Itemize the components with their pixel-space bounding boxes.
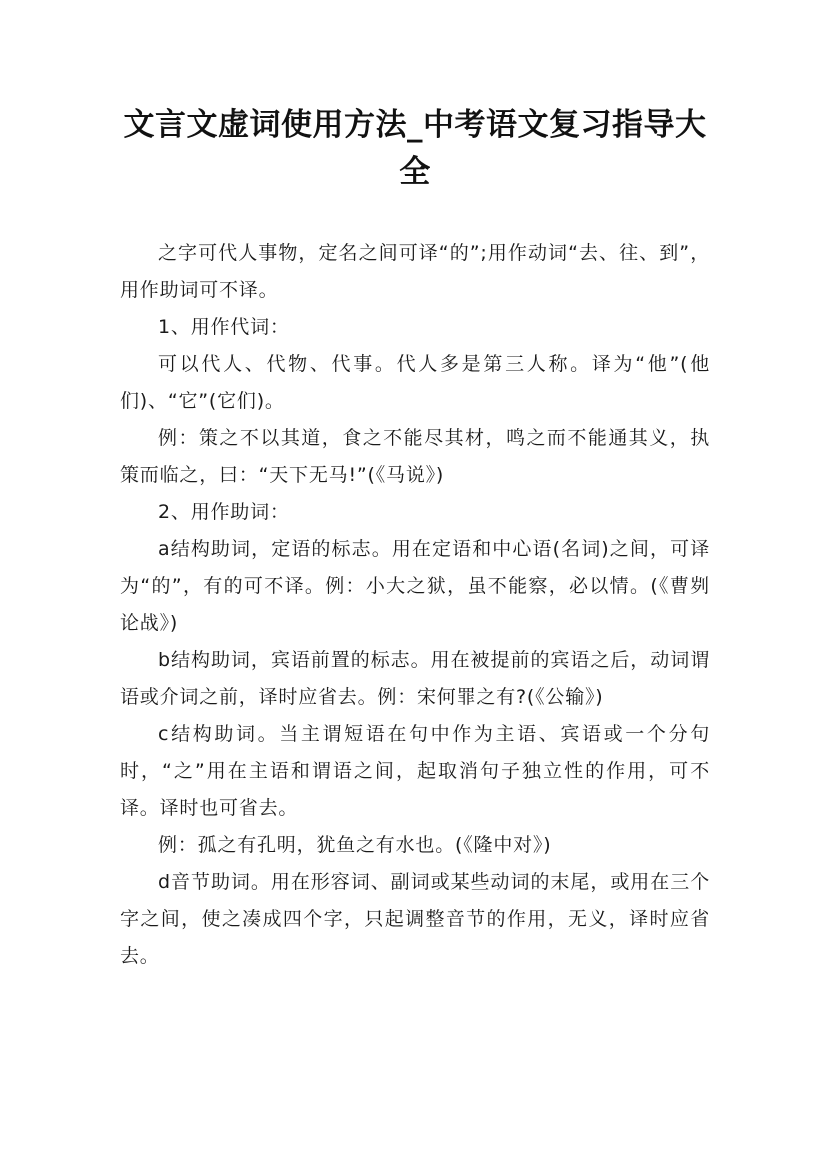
document-title: 文言文虚词使用方法_中考语文复习指导大全 (123, 107, 707, 190)
paragraph-zhi-overview: 之字可代人事物，定名之间可译“的”;用作动词“去、往、到”，用作助词可不译。 (120, 242, 710, 301)
heading-pronoun-usage: 1、用作代词： (158, 316, 290, 338)
heading-particle-usage: 2、用作助词： (158, 501, 290, 523)
paragraph-particle-c: c结构助词。当主谓短语在句中作为主语、宾语或一个分句时，“之”用在主语和谓语之间，起取消句子独立性的作用，可不译。译时也可省去。 (120, 723, 710, 819)
paragraph-particle-d: d音节助词。用在形容词、副词或某些动词的末尾，或用在三个字之间，使之凑成四个字，只起调整音节的作用，无义，译时应省去。 (120, 871, 710, 967)
paragraph-particle-a: a结构助词，定语的标志。用在定语和中心语(名词)之间，可译为“的”，有的可不译。例：小大之狱，虽不能察，必以情。(《曹刿论战》) (120, 538, 710, 634)
paragraph-pronoun-example: 例：策之不以其道，食之不能尽其材，鸣之而不能通其义，执策而临之，曰：“天下无马!”(《马说》) (120, 427, 710, 486)
paragraph-particle-c-example: 例：孤之有孔明，犹鱼之有水也。(《隆中对》) (158, 834, 552, 856)
document-body (120, 235, 710, 975)
paragraph-particle-b: b结构助词，宾语前置的标志。用在被提前的宾语之后，动词谓语或介词之前，译时应省去。例：宋何罪之有?(《公输》) (120, 649, 710, 708)
paragraph-pronoun-explanation: 可以代人、代物、代事。代人多是第三人称。译为“他”(他们)、“它”(它们)。 (120, 353, 710, 412)
